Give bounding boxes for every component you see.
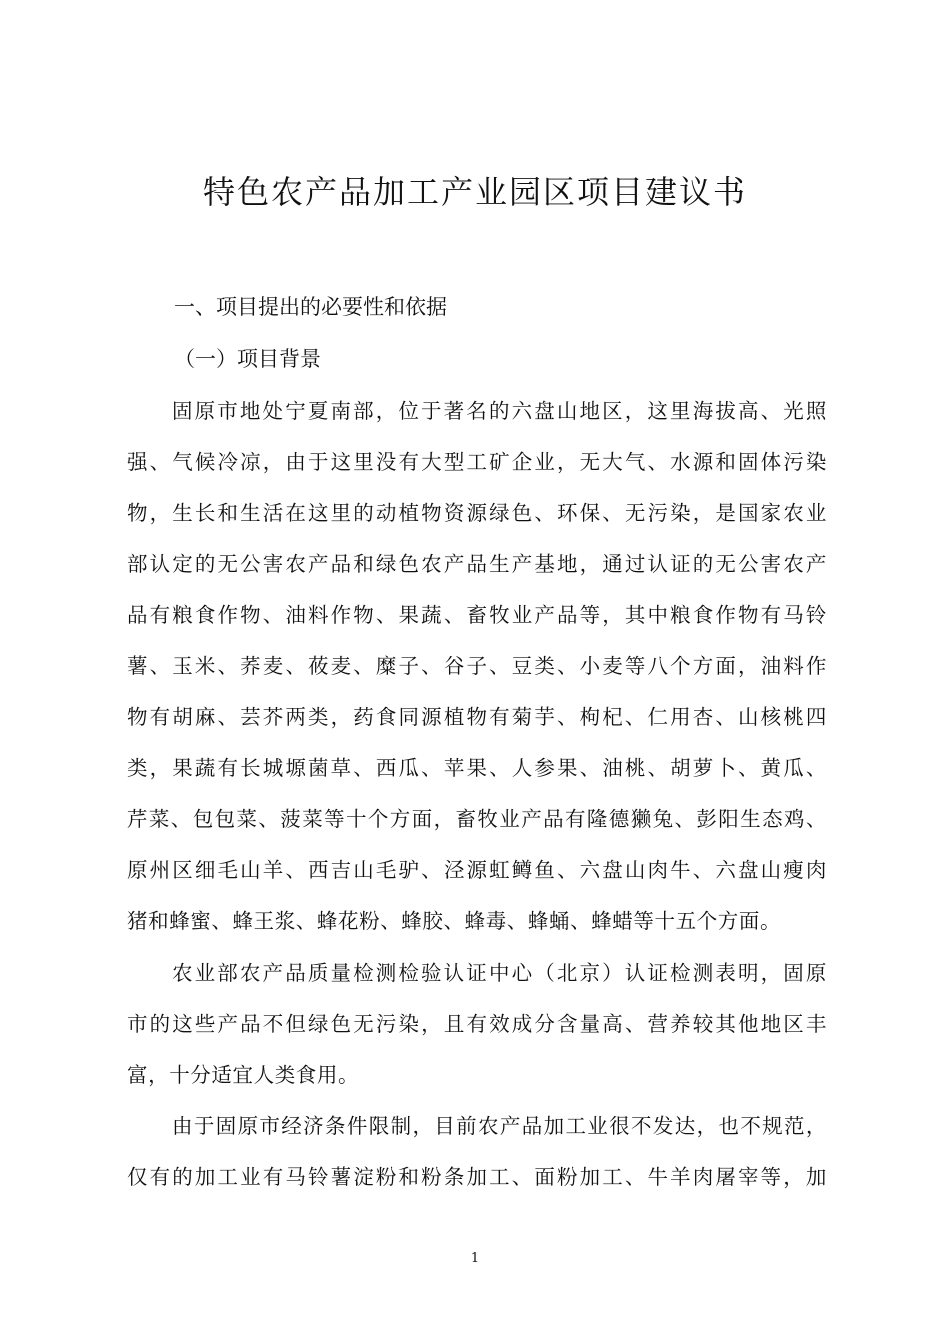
paragraph-processing (127, 1101, 827, 1203)
paragraph-line: 猪和蜂蜜、蜂王浆、蜂花粉、蜂胶、蜂毒、蜂蛹、蜂蜡等十五个方面。 (127, 909, 782, 933)
paragraph-line: 物有胡麻、芸芥两类，药食同源植物有菊芋、枸杞、仁用杏、山核桃四 (127, 705, 827, 729)
paragraph-line: 农业部农产品质量检测检验认证中心（北京）认证检测表明，固原 (172, 961, 827, 985)
page-number: 1 (470, 1251, 480, 1266)
paragraph-line: 薯、玉米、荞麦、莜麦、糜子、谷子、豆类、小麦等八个方面，油料作 (127, 654, 827, 678)
paragraph-certification (127, 948, 827, 1101)
paragraph-line: 原州区细毛山羊、西吉山毛驴、泾源虹鳟鱼、六盘山肉牛、六盘山瘦肉 (127, 858, 827, 882)
paragraph-line: 强、气候冷凉，由于这里没有大型工矿企业，无大气、水源和固体污染 (127, 450, 827, 474)
section-heading: 一、项目提出的必要性和依据 (174, 295, 447, 319)
document-title: 特色农产品加工产业园区项目建议书 (202, 173, 747, 211)
paragraph-line: 富，十分适宜人类食用。 (127, 1063, 360, 1087)
paragraph-line: 仅有的加工业有马铃薯淀粉和粉条加工、面粉加工、牛羊肉屠宰等，加 (127, 1165, 827, 1189)
paragraph-line: 由于固原市经济条件限制，目前农产品加工业很不发达，也不规范， (172, 1114, 827, 1138)
paragraph-line: 物，生长和生活在这里的动植物资源绿色、环保、无污染，是国家农业 (127, 501, 827, 525)
paragraph-line: 市的这些产品不但绿色无污染，且有效成分含量高、营养较其他地区丰 (127, 1012, 827, 1036)
paragraph-background (127, 386, 827, 947)
paragraph-line: 部认定的无公害农产品和绿色农产品生产基地，通过认证的无公害农产 (127, 552, 827, 576)
paragraph-line: 固原市地处宁夏南部，位于著名的六盘山地区，这里海拔高、光照 (172, 399, 827, 423)
paragraph-line: 芹菜、包包菜、菠菜等十个方面，畜牧业产品有隆德獭兔、彭阳生态鸡、 (127, 807, 827, 831)
subsection-heading: （一）项目背景 (174, 347, 321, 371)
paragraph-line: 品有粮食作物、油料作物、果蔬、畜牧业产品等，其中粮食作物有马铃 (127, 603, 827, 627)
paragraph-line: 类，果蔬有长城塬菌草、西瓜、苹果、人参果、油桃、胡萝卜、黄瓜、 (127, 756, 827, 780)
